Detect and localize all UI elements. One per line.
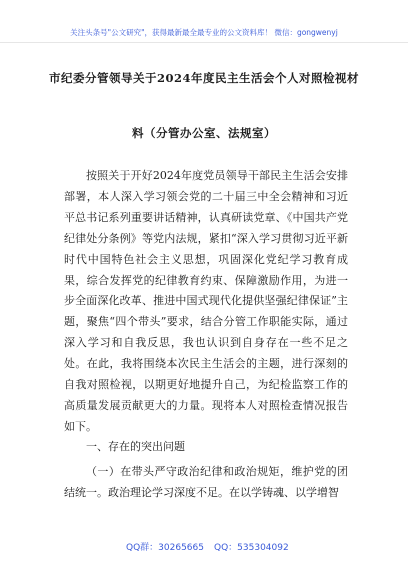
- footer-qq-contact: QQ：535304092: [214, 543, 289, 553]
- footer-qq-group: QQ群：30265665: [126, 543, 204, 553]
- body-paragraph-1: 按照关于开好2024年度党员领导干部民主生活会安排部署，本人深入学习领会党的二十届三中全会精神和习近平总书记系列重要讲话精神，认真研读党章、《中国共产党纪律处分条例》等党内法规，紧扣“深入学习贯彻习近平新时代中国特色社会主义思想，巩固深化党纪学习教育成果，综合发挥党的纪律教育约束、保障激励作用，为进一步全面深化改革、推进中国式现代化提供坚强纪律保证”主题，聚焦“四个带头”要求，结合分管工作职能实际，通过深入学习和自我反思，我也认识到自身存在一些不足之处。在此，我将围绕本次民主生活会的主题，进行深刻的自我对照检视，以期更好地提升自己，为纪检监察工作的高质量发展贡献更大的力量。现将本人对照检查情况报告如下。: [64, 169, 348, 433]
- document-title-line-2: 料（分管办公室、法规室）: [132, 126, 276, 140]
- banner-text: 关注头条号"公文研究"，获得最新最全最专业的公文资料库！ 微信：gongwenyj: [70, 28, 338, 37]
- section-heading: 一、存在的突出问题: [86, 440, 185, 453]
- document-title-line-1: 市纪委分管领导关于2024年度民主生活会个人对照检视材: [48, 71, 359, 85]
- footer: [0, 540, 408, 580]
- top-banner: [0, 0, 408, 43]
- body-paragraph-2: （一）在带头严守政治纪律和政治规矩，维护党的团结统一。政治理论学习深度不足。在以学铸魂、以学增智: [64, 465, 348, 499]
